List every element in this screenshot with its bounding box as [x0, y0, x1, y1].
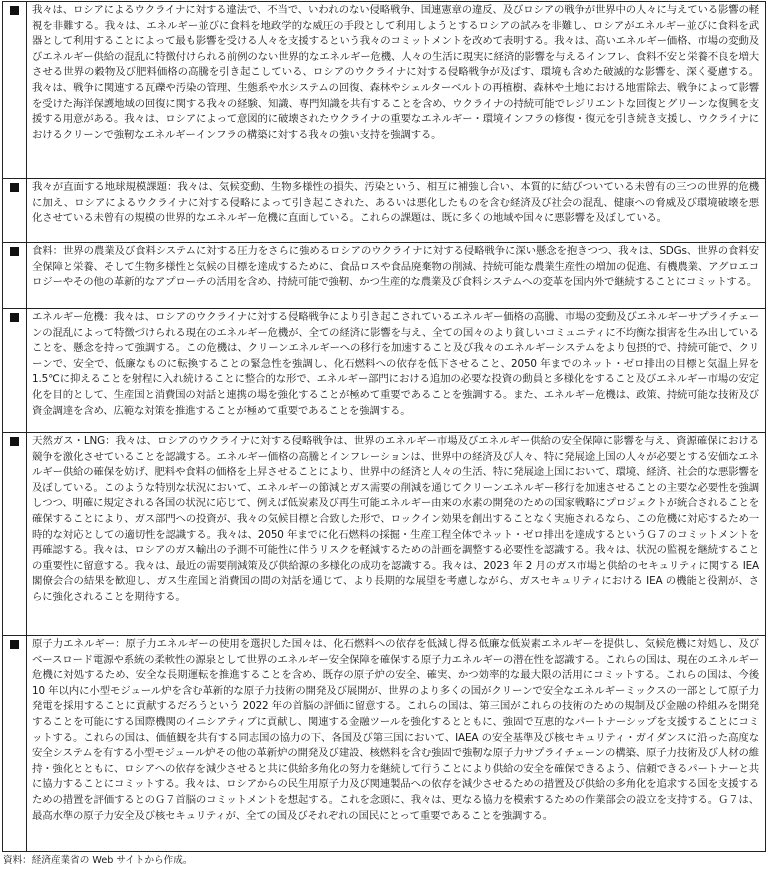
table-row [3, 308, 765, 432]
bullet-cell [3, 433, 27, 635]
statement-table [2, 1, 766, 852]
table-row [3, 242, 765, 308]
square-bullet-icon [10, 313, 19, 322]
table-row [3, 635, 765, 851]
bullet-cell [3, 179, 27, 242]
square-bullet-icon [10, 6, 19, 15]
natural-gas-lng-text: 天然ガス・LNG：我々は、ロシアのウクライナに対する侵略戦争は、世界のエネルギー市場及びエネルギー供給の安全保障に影響を与え、資源確保における競争を激化させていることを認識する。エネルギー価格の高騰とインフレーションは、世界中の経済及び人々、特に発展途上国の人々が必要とする安価なエネルギー供給の確保を妨げ、肥料や食料の価格を上昇させることにより、世界中の経済と人々の生活、特に発展途上国において、環境、経済、社会的な悪影響を及ぼしている。このような特別な状況において、エネルギーの節減とガス需要の削減を通じてクリーンエネルギー移行を加速させることの主要な必要性を強調しつつ、明確に規定される各国の状況に応じて、例えば低炭素及び再生可能エネルギー由来の水素の開発のための国家戦略にプロジェクトが統合されることを確保することにより、ガス部門への投資が、我々の気候目標と合致した形で、ロックイン効果を創出することなく実施されるなら、この危機に対応するため一時的な対応としての適切性を認識する。我々は、2050 年までに化石燃料の採掘・生産工程全体でネット・ゼロ排出を達成するというＧ７のコミットメントを再確認する。我々は、ロシアのガス輸出の予測不可能性に伴うリスクを軽減するための計画を調整する必要性を認識する。我々は、状況の監視を継続することの重要性に留意する。我々は、最近の需要削減策及び供給源の多様化の成功を認識する。我々は、2023 年 2 月のガス市場と供給のセキュリティに関する IEA 閣僚会合の結果を歓迎し、ガス生産国と消費国の間の対話を通じて、より長期的な展望を考慮しながら、ガスセキュリティにおける IEA の機能と役割が、さらに強化されることを期待する。 [32, 435, 759, 603]
ukraine-statement-text: 我々は、ロシアによるウクライナに対する違法で、不当で、いわれのない侵略戦争、国連憲章の違反、及びロシアの戦争が世界中の人々に与えている影響の軽視を非難する。我々は、エネルギー並びに食料を地政学的な威圧の手段として利用しようとするロシアの試みを非難し、ロシアがエネルギー並びに食料を武器として利用することによって最も影響を受ける人々を支援するという我々のコミットメントを改めて表明する。我々は、高いエネルギー価格、市場の変動及びエネルギー供給の混乱に特徴付けられる前例のない世界的なエネルギー危機、人々の生活に現実に経済的影響を与えるインフレ、食料不安と栄養不良を増大させる世界の穀物及び肥料価格の高騰を引き起こしている、ロシアのウクライナに対する侵略戦争が及ぼす、環境も含めた破滅的な影響を、深く憂慮する。我々は、戦争に関連する瓦礫や汚染の管理、生態系や水システムの回復、森林やシェルターベルトの再植樹、森林や土地における地雷除去、戦争によって影響を受けた海洋保護地域の回復に関する我々の経験、知識、専門知識を共有することを含め、ウクライナの持続可能でレジリエントな回復とグリーンな復興を支援する用意がある。我々は、ロシアによって意図的に破壊されたウクライナの重要なエネルギー・環境インフラの修復・復元を引き続き支援し、ウクライナにおけるクリーンで強靭なエネルギーインフラの構築に対する我々の強い支持を強調する。 [32, 4, 759, 141]
nuclear-energy-text: 原子力エネルギー：原子力エネルギーの使用を選択した国々は、化石燃料への依存を低減し得る低廉な低炭素エネルギーを提供し、気候危機に対処し、及びベースロード電源や系統の柔軟性の源泉として世界のエネルギー安全保障を確保する原子力エネルギーの潜在性を認識する。これらの国は、現在のエネルギー危機に対処するため、安全な長期運転を推進することを含め、既存の原子炉の安全、確実、かつ効率的な最大限の活用にコミットする。これらの国は、今後 10 年以内に小型モジュール炉を含む革新的な原子力技術の開発及び展開が、世界のより多くの国がクリーンで安全なエネルギーミックスの一部として原子力発電を採用することに貢献するだろうという 2022 年の首脳の評価に留意する。これらの国は、第三国がこれらの技術のための規制及び金融の枠組みを開発することを可能にする国際機関のイニシアティブに貢献し、関連する金融ツールを強化するとともに、強固で互恵的なパートナーシップを支援することにコミットする。これらの国は、価値観を共有する同志国の協力の下、各国及び第三国において、IAEA の安全基準及び核セキュリティ・ガイダンスに沿った高度な安全システムを有する小型モジュール炉その他の革新炉の開発及び建設、核燃料を含む強固で強靭な原子力サプライチェーンの構築、原子力技術及び人材の維持・強化とともに、ロシアへの依存を減少させると共に供給多角化の努力を継続して行うことにより供給の安全を確保できるよう、信頼できるパートナーと共に協力することにコミットする。我々は、ロシアからの民生用原子力及び関連製品への依存を減少させるための措置及び供給の多角化を追求する国を支援するための措置を評価するとのＧ７首脳のコミットメントを想起する。これを念頭に、我々は、更なる協力を模索するための作業部会の設立を支持する。Ｇ７は、最高水準の原子力安全及び核セキュリティが、全ての国及びそれぞれの国民にとって重要であることを強調する。 [32, 638, 759, 822]
bullet-cell [3, 309, 27, 432]
square-bullet-icon [10, 247, 19, 256]
source-note: 資料：経済産業省の Web サイトから作成。 [3, 855, 193, 866]
bullet-cell [3, 2, 27, 178]
table-row [3, 178, 765, 242]
table-row [3, 432, 765, 635]
food-text: 食料：世界の農業及び食料システムに対する圧力をさらに強めるロシアのウクライナに対する侵略戦争に深い懸念を抱きつつ、我々は、SDGs、世界の食料安全保障と栄養、そして生物多様性と気候の目標を達成するために、食品ロスや食品廃棄物の削減、持続可能な農業生産性の増加の促進、有機農業、アグロエコロジーやその他の革新的なアプローチの活用を含め、持続可能で強靭、かつ生産的な農業及び食料システムへの変革を国内外で継続することにコミットする。 [32, 245, 759, 289]
bullet-cell [3, 243, 27, 308]
energy-crisis-text: エネルギー危機：我々は、ロシアのウクライナに対する侵略戦争により引き起こされているエネルギー価格の高騰、市場の変動及びエネルギーサプライチェーンの混乱によって特徴づけられる現在のエネルギー危機が、全ての経済に影響を与え、全ての国々のより貧しいコミュニティに不均衡な損害を生み出していることを、懸念を持って強調する。この危機は、クリーンエネルギーへの移行を加速すること及び我々のエネルギーシステムをより包摂的で、持続可能で、クリーンで、安全で、低廉なものに転換することの緊急性を強調し、化石燃料への依存を低下させること、2050 年までのネット・ゼロ排出の目標と気温上昇を 1.5℃に抑えることを射程に入れ続けることに整合的な形で、エネルギー部門における追加の必要な投資の動員と多様化をすること及びエネルギー市場の安定化を目的として、生産国と消費国の対話と連携の場を強化することが極めて重要であることを強調する。また、エネルギー危機は、政策、持続可能な技術及び資金調達を含め、広範な対策を推進することが極めて重要であることを強調する。 [32, 311, 759, 417]
bullet-cell [3, 636, 27, 851]
square-bullet-icon [10, 437, 19, 446]
square-bullet-icon [10, 183, 19, 192]
square-bullet-icon [10, 640, 19, 649]
table-row [3, 2, 765, 178]
global-challenges-text: 我々が直面する地球規模課題：我々は、気候変動、生物多様性の損失、汚染という、相互に補強し合い、本質的に結びついている未曾有の三つの世界的危機に加え、ロシアによるウクライナに対する侵略によって引き起こされた、あるいは悪化したものを含む経済及び社会の混乱、健康への脅威及び環境破壊を悪化させている未曾有の規模の世界的なエネルギー危機に直面している。これらの課題は、既に多くの地域や国々に悪影響を及ぼしている。 [32, 181, 759, 225]
